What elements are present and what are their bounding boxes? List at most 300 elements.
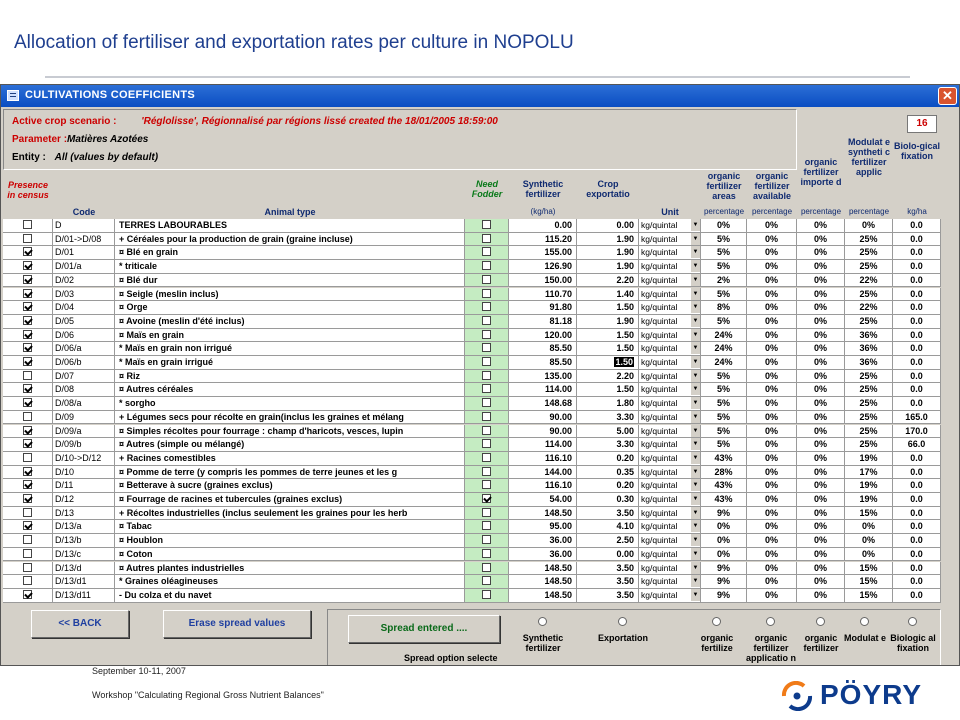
spread-option-radio[interactable]: [860, 617, 869, 626]
bio-cell[interactable]: [893, 507, 941, 521]
export-cell[interactable]: [577, 411, 639, 425]
modulation-cell[interactable]: [845, 548, 893, 562]
available-cell[interactable]: [747, 562, 797, 576]
export-cell[interactable]: [577, 507, 639, 521]
imported-cell[interactable]: [797, 534, 845, 548]
areas-cell[interactable]: [701, 260, 747, 274]
modulation-cell[interactable]: [845, 575, 893, 589]
unit-select[interactable]: [639, 520, 701, 534]
imported-cell[interactable]: [797, 329, 845, 343]
imported-cell[interactable]: [797, 452, 845, 466]
export-cell[interactable]: [577, 520, 639, 534]
presence-checkbox[interactable]: [23, 508, 32, 517]
available-cell[interactable]: [747, 370, 797, 384]
synthetic-cell[interactable]: [509, 233, 577, 247]
unit-select[interactable]: [639, 411, 701, 425]
synthetic-cell[interactable]: [509, 507, 577, 521]
presence-checkbox[interactable]: [23, 316, 32, 325]
modulation-cell[interactable]: [845, 507, 893, 521]
areas-cell[interactable]: [701, 520, 747, 534]
bio-cell[interactable]: [893, 356, 941, 370]
areas-cell[interactable]: [701, 274, 747, 288]
presence-checkbox[interactable]: [23, 439, 32, 448]
imported-cell[interactable]: [797, 342, 845, 356]
available-cell[interactable]: [747, 520, 797, 534]
available-cell[interactable]: [747, 479, 797, 493]
presence-checkbox[interactable]: [23, 576, 32, 585]
export-cell[interactable]: [577, 562, 639, 576]
modulation-cell[interactable]: [845, 520, 893, 534]
modulation-cell[interactable]: [845, 562, 893, 576]
unit-select[interactable]: [639, 301, 701, 315]
available-cell[interactable]: [747, 356, 797, 370]
imported-cell[interactable]: [797, 411, 845, 425]
need-fodder-checkbox[interactable]: [482, 357, 491, 366]
unit-select[interactable]: [639, 315, 701, 329]
modulation-cell[interactable]: [845, 411, 893, 425]
need-fodder-checkbox[interactable]: [482, 576, 491, 585]
export-cell[interactable]: [577, 370, 639, 384]
imported-cell[interactable]: [797, 233, 845, 247]
need-fodder-checkbox[interactable]: [482, 426, 491, 435]
unit-select[interactable]: [639, 438, 701, 452]
bio-cell[interactable]: [893, 274, 941, 288]
unit-select[interactable]: [639, 274, 701, 288]
need-fodder-checkbox[interactable]: [482, 480, 491, 489]
synthetic-cell[interactable]: [509, 562, 577, 576]
need-fodder-checkbox[interactable]: [482, 535, 491, 544]
unit-select[interactable]: [639, 342, 701, 356]
synthetic-cell[interactable]: [509, 493, 577, 507]
need-fodder-checkbox[interactable]: [482, 343, 491, 352]
available-cell[interactable]: [747, 342, 797, 356]
unit-select[interactable]: [639, 466, 701, 480]
imported-cell[interactable]: [797, 397, 845, 411]
areas-cell[interactable]: [701, 507, 747, 521]
dropdown-arrow-icon[interactable]: ▼: [691, 562, 700, 574]
dropdown-arrow-icon[interactable]: ▼: [691, 315, 700, 327]
presence-checkbox[interactable]: [23, 261, 32, 270]
available-cell[interactable]: [747, 233, 797, 247]
modulation-cell[interactable]: [845, 589, 893, 603]
need-fodder-checkbox[interactable]: [482, 234, 491, 243]
export-cell[interactable]: [577, 342, 639, 356]
modulation-cell[interactable]: [845, 329, 893, 343]
spread-option-radio[interactable]: [538, 617, 547, 626]
bio-cell[interactable]: [893, 575, 941, 589]
available-cell[interactable]: [747, 260, 797, 274]
spread-entered-button[interactable]: Spread entered ....: [348, 615, 500, 643]
export-cell[interactable]: [577, 260, 639, 274]
dropdown-arrow-icon[interactable]: ▼: [691, 356, 700, 368]
available-cell[interactable]: [747, 466, 797, 480]
bio-cell[interactable]: [893, 288, 941, 302]
areas-cell[interactable]: [701, 397, 747, 411]
available-cell[interactable]: [747, 575, 797, 589]
unit-select[interactable]: [639, 383, 701, 397]
presence-checkbox[interactable]: [23, 426, 32, 435]
presence-checkbox[interactable]: [23, 384, 32, 393]
available-cell[interactable]: [747, 452, 797, 466]
modulation-cell[interactable]: [845, 397, 893, 411]
synthetic-cell[interactable]: [509, 397, 577, 411]
synthetic-cell[interactable]: [509, 466, 577, 480]
need-fodder-checkbox[interactable]: [482, 590, 491, 599]
export-cell[interactable]: [577, 233, 639, 247]
export-cell[interactable]: [577, 356, 639, 370]
bio-cell[interactable]: [893, 246, 941, 260]
imported-cell[interactable]: [797, 548, 845, 562]
need-fodder-checkbox[interactable]: [482, 275, 491, 284]
imported-cell[interactable]: [797, 315, 845, 329]
bio-cell[interactable]: [893, 438, 941, 452]
bio-cell[interactable]: [893, 342, 941, 356]
dropdown-arrow-icon[interactable]: ▼: [691, 370, 700, 382]
dropdown-arrow-icon[interactable]: ▼: [691, 260, 700, 272]
unit-select[interactable]: [639, 356, 701, 370]
imported-cell[interactable]: [797, 356, 845, 370]
dropdown-arrow-icon[interactable]: ▼: [691, 493, 700, 505]
areas-cell[interactable]: [701, 575, 747, 589]
presence-checkbox[interactable]: [23, 535, 32, 544]
need-fodder-checkbox[interactable]: [482, 549, 491, 558]
modulation-cell[interactable]: [845, 370, 893, 384]
areas-cell[interactable]: [701, 315, 747, 329]
imported-cell[interactable]: [797, 425, 845, 439]
modulation-cell[interactable]: [845, 274, 893, 288]
imported-cell[interactable]: [797, 246, 845, 260]
dropdown-arrow-icon[interactable]: ▼: [691, 589, 700, 601]
available-cell[interactable]: [747, 383, 797, 397]
dropdown-arrow-icon[interactable]: ▼: [691, 534, 700, 546]
export-cell[interactable]: [577, 548, 639, 562]
need-fodder-checkbox[interactable]: [482, 330, 491, 339]
dropdown-arrow-icon[interactable]: ▼: [691, 548, 700, 560]
need-fodder-checkbox[interactable]: [482, 316, 491, 325]
modulation-cell[interactable]: [845, 233, 893, 247]
need-fodder-checkbox[interactable]: [482, 247, 491, 256]
available-cell[interactable]: [747, 411, 797, 425]
bio-cell[interactable]: [893, 479, 941, 493]
bio-cell[interactable]: [893, 383, 941, 397]
presence-checkbox[interactable]: [23, 467, 32, 476]
synthetic-cell[interactable]: [509, 329, 577, 343]
presence-checkbox[interactable]: [23, 220, 32, 229]
presence-checkbox[interactable]: [23, 289, 32, 298]
dropdown-arrow-icon[interactable]: ▼: [691, 466, 700, 478]
areas-cell[interactable]: [701, 562, 747, 576]
areas-cell[interactable]: [701, 342, 747, 356]
dropdown-arrow-icon[interactable]: ▼: [691, 301, 700, 313]
export-cell[interactable]: [577, 575, 639, 589]
presence-checkbox[interactable]: [23, 412, 32, 421]
synthetic-cell[interactable]: [509, 356, 577, 370]
imported-cell[interactable]: [797, 575, 845, 589]
dropdown-arrow-icon[interactable]: ▼: [691, 329, 700, 341]
imported-cell[interactable]: [797, 288, 845, 302]
export-cell[interactable]: [577, 246, 639, 260]
areas-cell[interactable]: [701, 589, 747, 603]
export-cell[interactable]: [577, 589, 639, 603]
modulation-cell[interactable]: [845, 301, 893, 315]
need-fodder-checkbox[interactable]: [482, 302, 491, 311]
available-cell[interactable]: [747, 548, 797, 562]
imported-cell[interactable]: [797, 493, 845, 507]
unit-select[interactable]: [639, 219, 701, 233]
unit-select[interactable]: [639, 329, 701, 343]
areas-cell[interactable]: [701, 466, 747, 480]
spread-option-radio[interactable]: [712, 617, 721, 626]
need-fodder-checkbox[interactable]: [482, 261, 491, 270]
modulation-cell[interactable]: [845, 534, 893, 548]
areas-cell[interactable]: [701, 219, 747, 233]
available-cell[interactable]: [747, 493, 797, 507]
export-cell[interactable]: [577, 383, 639, 397]
synthetic-cell[interactable]: [509, 520, 577, 534]
modulation-cell[interactable]: [845, 342, 893, 356]
modulation-cell[interactable]: [845, 315, 893, 329]
need-fodder-checkbox[interactable]: [482, 453, 491, 462]
areas-cell[interactable]: [701, 301, 747, 315]
available-cell[interactable]: [747, 397, 797, 411]
modulation-cell[interactable]: [845, 356, 893, 370]
areas-cell[interactable]: [701, 356, 747, 370]
areas-cell[interactable]: [701, 425, 747, 439]
available-cell[interactable]: [747, 534, 797, 548]
modulation-cell[interactable]: [845, 383, 893, 397]
areas-cell[interactable]: [701, 288, 747, 302]
imported-cell[interactable]: [797, 589, 845, 603]
bio-cell[interactable]: [893, 425, 941, 439]
areas-cell[interactable]: [701, 383, 747, 397]
dropdown-arrow-icon[interactable]: ▼: [691, 288, 700, 300]
synthetic-cell[interactable]: [509, 479, 577, 493]
unit-select[interactable]: [639, 397, 701, 411]
unit-select[interactable]: [639, 288, 701, 302]
modulation-cell[interactable]: [845, 493, 893, 507]
bio-cell[interactable]: [893, 260, 941, 274]
unit-select[interactable]: [639, 493, 701, 507]
available-cell[interactable]: [747, 315, 797, 329]
synthetic-cell[interactable]: [509, 260, 577, 274]
available-cell[interactable]: [747, 438, 797, 452]
areas-cell[interactable]: [701, 438, 747, 452]
synthetic-cell[interactable]: [509, 315, 577, 329]
bio-cell[interactable]: [893, 520, 941, 534]
export-cell[interactable]: [577, 425, 639, 439]
synthetic-cell[interactable]: [509, 246, 577, 260]
bio-cell[interactable]: [893, 452, 941, 466]
synthetic-cell[interactable]: [509, 288, 577, 302]
need-fodder-checkbox[interactable]: [482, 384, 491, 393]
export-cell[interactable]: [577, 288, 639, 302]
need-fodder-checkbox[interactable]: [482, 398, 491, 407]
modulation-cell[interactable]: [845, 479, 893, 493]
synthetic-cell[interactable]: [509, 589, 577, 603]
back-button[interactable]: << BACK: [31, 610, 129, 638]
dropdown-arrow-icon[interactable]: ▼: [691, 438, 700, 450]
export-cell[interactable]: [577, 301, 639, 315]
presence-checkbox[interactable]: [23, 453, 32, 462]
export-cell[interactable]: [577, 397, 639, 411]
available-cell[interactable]: [747, 219, 797, 233]
dropdown-arrow-icon[interactable]: ▼: [691, 397, 700, 409]
unit-select[interactable]: [639, 562, 701, 576]
bio-cell[interactable]: [893, 219, 941, 233]
imported-cell[interactable]: [797, 438, 845, 452]
unit-select[interactable]: [639, 575, 701, 589]
bio-cell[interactable]: [893, 233, 941, 247]
presence-checkbox[interactable]: [23, 563, 32, 572]
synthetic-cell[interactable]: [509, 438, 577, 452]
dropdown-arrow-icon[interactable]: ▼: [691, 520, 700, 532]
presence-checkbox[interactable]: [23, 330, 32, 339]
synthetic-cell[interactable]: [509, 274, 577, 288]
need-fodder-checkbox[interactable]: [482, 289, 491, 298]
areas-cell[interactable]: [701, 452, 747, 466]
modulation-cell[interactable]: [845, 438, 893, 452]
need-fodder-checkbox[interactable]: [482, 494, 491, 503]
modulation-cell[interactable]: [845, 452, 893, 466]
export-cell[interactable]: [577, 452, 639, 466]
presence-checkbox[interactable]: [23, 521, 32, 530]
bio-cell[interactable]: [893, 466, 941, 480]
areas-cell[interactable]: [701, 493, 747, 507]
areas-cell[interactable]: [701, 548, 747, 562]
presence-checkbox[interactable]: [23, 398, 32, 407]
bio-cell[interactable]: [893, 301, 941, 315]
bio-cell[interactable]: [893, 534, 941, 548]
imported-cell[interactable]: [797, 479, 845, 493]
need-fodder-checkbox[interactable]: [482, 563, 491, 572]
imported-cell[interactable]: [797, 274, 845, 288]
close-button[interactable]: ✕: [938, 87, 957, 105]
bio-cell[interactable]: [893, 411, 941, 425]
available-cell[interactable]: [747, 246, 797, 260]
bio-cell[interactable]: [893, 315, 941, 329]
available-cell[interactable]: [747, 329, 797, 343]
imported-cell[interactable]: [797, 301, 845, 315]
export-cell[interactable]: [577, 479, 639, 493]
export-cell[interactable]: [577, 274, 639, 288]
unit-select[interactable]: [639, 479, 701, 493]
synthetic-cell[interactable]: [509, 411, 577, 425]
dropdown-arrow-icon[interactable]: ▼: [691, 411, 700, 423]
areas-cell[interactable]: [701, 534, 747, 548]
available-cell[interactable]: [747, 301, 797, 315]
spread-option-radio[interactable]: [618, 617, 627, 626]
areas-cell[interactable]: [701, 246, 747, 260]
unit-select[interactable]: [639, 507, 701, 521]
bio-cell[interactable]: [893, 493, 941, 507]
imported-cell[interactable]: [797, 260, 845, 274]
synthetic-cell[interactable]: [509, 219, 577, 233]
modulation-cell[interactable]: [845, 288, 893, 302]
bio-cell[interactable]: [893, 329, 941, 343]
export-cell[interactable]: [577, 329, 639, 343]
areas-cell[interactable]: [701, 370, 747, 384]
unit-select[interactable]: [639, 534, 701, 548]
synthetic-cell[interactable]: [509, 383, 577, 397]
unit-select[interactable]: [639, 233, 701, 247]
presence-checkbox[interactable]: [23, 480, 32, 489]
presence-checkbox[interactable]: [23, 247, 32, 256]
spread-option-radio[interactable]: [908, 617, 917, 626]
synthetic-cell[interactable]: [509, 370, 577, 384]
presence-checkbox[interactable]: [23, 494, 32, 503]
need-fodder-checkbox[interactable]: [482, 508, 491, 517]
areas-cell[interactable]: [701, 411, 747, 425]
available-cell[interactable]: [747, 507, 797, 521]
dropdown-arrow-icon[interactable]: ▼: [691, 219, 700, 231]
presence-checkbox[interactable]: [23, 371, 32, 380]
areas-cell[interactable]: [701, 329, 747, 343]
dropdown-arrow-icon[interactable]: ▼: [691, 342, 700, 354]
export-cell[interactable]: [577, 438, 639, 452]
imported-cell[interactable]: [797, 219, 845, 233]
unit-select[interactable]: [639, 370, 701, 384]
unit-select[interactable]: [639, 246, 701, 260]
imported-cell[interactable]: [797, 466, 845, 480]
spread-option-radio[interactable]: [766, 617, 775, 626]
need-fodder-checkbox[interactable]: [482, 371, 491, 380]
dropdown-arrow-icon[interactable]: ▼: [691, 452, 700, 464]
dropdown-arrow-icon[interactable]: ▼: [691, 479, 700, 491]
available-cell[interactable]: [747, 425, 797, 439]
synthetic-cell[interactable]: [509, 342, 577, 356]
available-cell[interactable]: [747, 288, 797, 302]
export-cell[interactable]: [577, 315, 639, 329]
modulation-cell[interactable]: [845, 466, 893, 480]
bio-cell[interactable]: [893, 397, 941, 411]
dropdown-arrow-icon[interactable]: ▼: [691, 274, 700, 286]
areas-cell[interactable]: [701, 233, 747, 247]
unit-select[interactable]: [639, 452, 701, 466]
export-cell[interactable]: [577, 219, 639, 233]
bio-cell[interactable]: [893, 370, 941, 384]
dropdown-arrow-icon[interactable]: ▼: [691, 246, 700, 258]
erase-spread-button[interactable]: Erase spread values: [163, 610, 311, 638]
presence-checkbox[interactable]: [23, 343, 32, 352]
export-cell[interactable]: [577, 466, 639, 480]
modulation-cell[interactable]: [845, 246, 893, 260]
bio-cell[interactable]: [893, 562, 941, 576]
presence-checkbox[interactable]: [23, 302, 32, 311]
bio-cell[interactable]: [893, 548, 941, 562]
imported-cell[interactable]: [797, 370, 845, 384]
dropdown-arrow-icon[interactable]: ▼: [691, 507, 700, 519]
available-cell[interactable]: [747, 589, 797, 603]
bio-cell[interactable]: [893, 589, 941, 603]
synthetic-cell[interactable]: [509, 575, 577, 589]
modulation-cell[interactable]: [845, 219, 893, 233]
presence-checkbox[interactable]: [23, 234, 32, 243]
synthetic-cell[interactable]: [509, 425, 577, 439]
synthetic-cell[interactable]: [509, 301, 577, 315]
unit-select[interactable]: [639, 260, 701, 274]
need-fodder-checkbox[interactable]: [482, 412, 491, 421]
dropdown-arrow-icon[interactable]: ▼: [691, 233, 700, 245]
presence-checkbox[interactable]: [23, 549, 32, 558]
synthetic-cell[interactable]: [509, 548, 577, 562]
spread-option-radio[interactable]: [816, 617, 825, 626]
presence-checkbox[interactable]: [23, 275, 32, 284]
modulation-cell[interactable]: [845, 425, 893, 439]
available-cell[interactable]: [747, 274, 797, 288]
export-cell[interactable]: [577, 534, 639, 548]
dropdown-arrow-icon[interactable]: ▼: [691, 383, 700, 395]
need-fodder-checkbox[interactable]: [482, 220, 491, 229]
